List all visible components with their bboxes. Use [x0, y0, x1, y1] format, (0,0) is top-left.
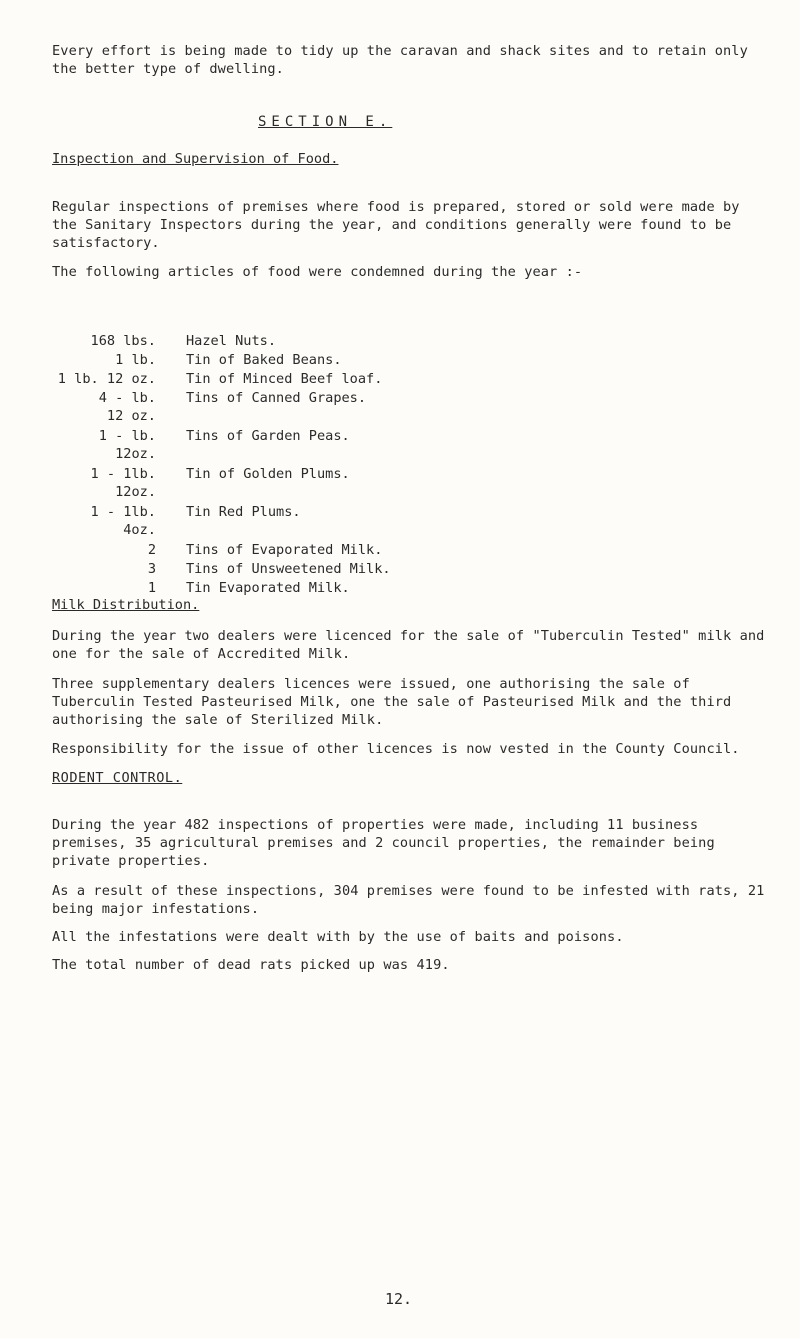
item-quantity: 1 lb. [115, 352, 156, 368]
list-item [52, 389, 367, 425]
item-quantity: 1 - lb. 12oz. [98, 428, 156, 462]
item-description: Tin of Baked Beans. [186, 352, 342, 368]
item-description: Tins of Evaporated Milk. [186, 542, 383, 558]
item-quantity: 1 lb. 12 oz. [57, 371, 156, 387]
list-item [52, 351, 342, 369]
item-description: Tin Evaporated Milk. [186, 580, 350, 596]
item-description: Tins of Garden Peas. [186, 428, 350, 444]
item-description: Tin Red Plums. [186, 504, 301, 520]
list-item [52, 370, 383, 388]
milk-paragraph-1: During the year two dealers were licenced for the sale of "Tuberculin Tested" milk and one for the sale of Accredited Milk. [52, 628, 765, 662]
item-description: Tins of Unsweetened Milk. [186, 561, 391, 577]
list-item [52, 560, 391, 578]
item-quantity: 3 [147, 561, 156, 577]
rodent-paragraph-3: All the infestations were dealt with by the use of baits and poisons. [52, 929, 624, 945]
rodent-paragraph-1: During the year 482 inspections of properties were made, including 11 business premises, 35 agricultural premises and 2 council properties, the remainder being private properties. [52, 817, 715, 869]
item-quantity: 1 - 1lb. 12oz. [90, 466, 156, 500]
food-paragraph-1: Regular inspections of premises where food is prepared, stored or sold were made by the Sanitary Inspectors during the year, and conditions generally were found to be satisfactory. [52, 199, 740, 251]
item-quantity: 168 lbs. [90, 333, 156, 349]
milk-paragraph-3: Responsibility for the issue of other licences is now vested in the County Council. [52, 741, 740, 757]
list-item [52, 427, 350, 463]
item-description: Tin of Golden Plums. [186, 466, 350, 482]
item-quantity: 4 - lb. 12 oz. [98, 390, 156, 424]
item-quantity: 1 [147, 580, 156, 596]
rodent-paragraph-2: As a result of these inspections, 304 premises were found to be infested with rats, 21 being major infestations. [52, 883, 765, 917]
item-description: Tins of Canned Grapes. [186, 390, 367, 406]
intro-paragraph: Every effort is being made to tidy up the caravan and shack sites and to retain only the better type of dwelling. [52, 43, 748, 77]
list-item [52, 503, 301, 539]
food-heading: Inspection and Supervision of Food. [52, 151, 339, 167]
food-paragraph-2: The following articles of food were condemned during the year :- [52, 264, 583, 280]
item-description: Hazel Nuts. [186, 333, 277, 349]
section-title: SECTION E. [258, 114, 393, 130]
list-item [52, 579, 350, 597]
list-item [52, 332, 277, 350]
rodent-paragraph-4: The total number of dead rats picked up was 419. [52, 957, 450, 973]
item-description: Tin of Minced Beef loaf. [186, 371, 383, 387]
item-quantity: 1 - 1lb. 4oz. [90, 504, 156, 538]
item-quantity: 2 [147, 542, 156, 558]
list-item [52, 541, 383, 559]
rodent-heading: RODENT CONTROL. [52, 770, 183, 786]
list-item [52, 465, 350, 501]
milk-paragraph-2: Three supplementary dealers licences were issued, one authorising the sale of Tuberculin Tested Pasteurised Milk, one the sale of Pasteurised Milk and the third authorising the sale of Sterilized Milk. [52, 676, 732, 728]
milk-heading: Milk Distribution. [52, 597, 200, 613]
page-number: 12. [385, 1290, 413, 1308]
